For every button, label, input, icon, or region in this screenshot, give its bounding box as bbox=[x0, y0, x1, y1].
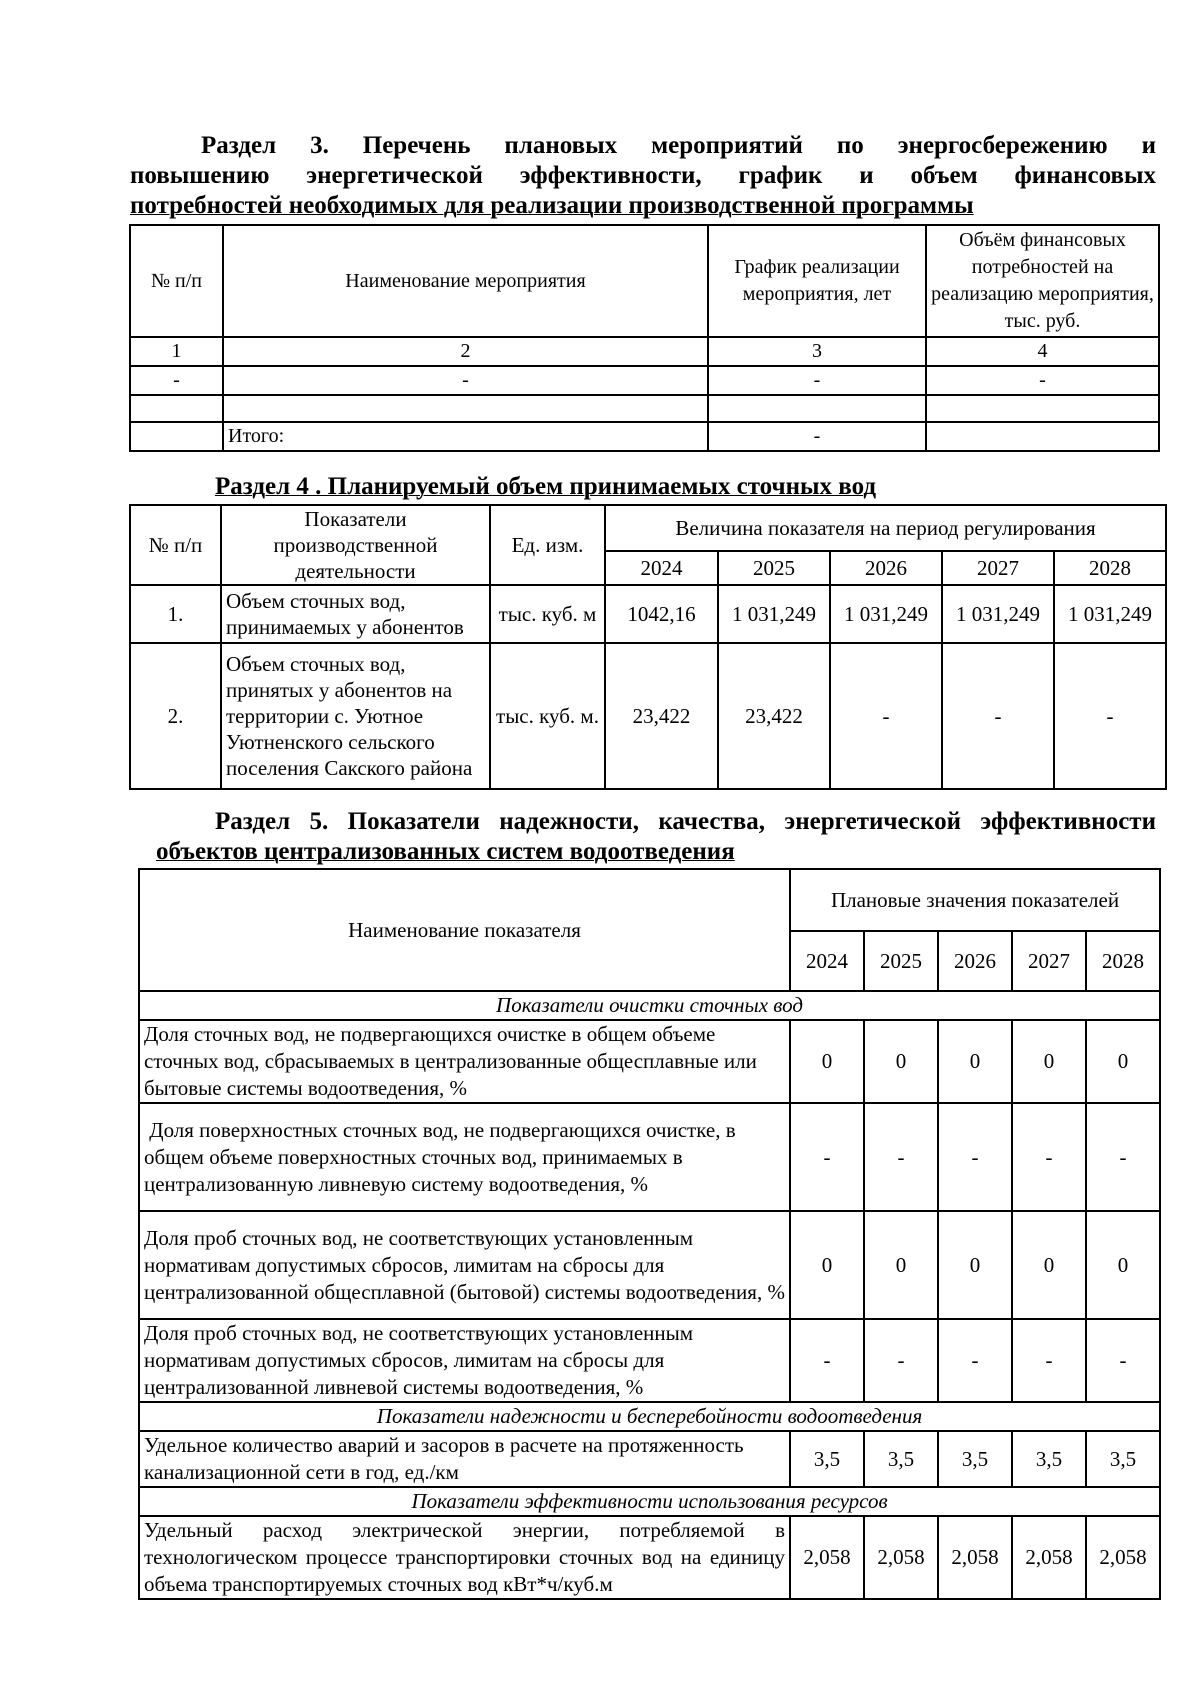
table-row bbox=[130, 395, 1159, 422]
value-cell: - bbox=[1086, 1319, 1160, 1402]
section4-table bbox=[129, 504, 1167, 790]
indicator-name: Доля проб сточных вод, не соответствующих установленным нормативам допустимых сбросов, лимитам на сбросы для централизованной ливневой системы водоотведения, % bbox=[139, 1319, 790, 1402]
value-cell: 1 031,249 bbox=[718, 585, 830, 643]
section3-colnum: 1 bbox=[130, 337, 223, 366]
value-cell: 3,5 bbox=[1012, 1431, 1086, 1487]
year-header: 2026 bbox=[830, 551, 942, 585]
year-header: 2024 bbox=[605, 551, 718, 585]
section5-table bbox=[138, 868, 1161, 1600]
section4-title: Раздел 4 . Планируемый объем принимаемых сточных вод bbox=[215, 473, 877, 500]
year-header: 2027 bbox=[1012, 931, 1086, 991]
value-cell: - bbox=[1012, 1103, 1086, 1211]
value-cell: 3,5 bbox=[790, 1431, 864, 1487]
year-header: 2024 bbox=[790, 931, 864, 991]
value-cell: 3,5 bbox=[1086, 1431, 1160, 1487]
value-cell: - bbox=[864, 1103, 938, 1211]
table-row bbox=[139, 1211, 1160, 1319]
group-title: Показатели очистки сточных вод bbox=[139, 991, 1160, 1020]
value-cell: - bbox=[864, 1319, 938, 1402]
value-cell: 0 bbox=[864, 1020, 938, 1103]
section3-total-finance bbox=[926, 422, 1159, 451]
section3-title-line1: Раздел 3. Перечень плановых мероприятий по энергосбережению и bbox=[201, 132, 1156, 159]
section5-title-line1: Раздел 5. Показатели надежности, качества, энергетической эффективности bbox=[215, 808, 1156, 835]
year-header: 2025 bbox=[718, 551, 830, 585]
section4-header-period: Величина показателя на период регулирования bbox=[605, 505, 1166, 551]
value-cell: 2,058 bbox=[1086, 1516, 1160, 1599]
section3-header-num: № п/п bbox=[130, 225, 223, 337]
section5-title bbox=[146, 807, 1156, 867]
value-cell: 2,058 bbox=[864, 1516, 938, 1599]
indicator-name: Удельный расход электрической энергии, потребляемой в технологическом процессе транспортировки сточных вод на единицу объема транспортируемых сточных вод кВт*ч/куб.м bbox=[139, 1516, 790, 1599]
value-cell: - bbox=[1054, 643, 1166, 789]
section3-total-schedule: - bbox=[708, 422, 926, 451]
value-cell: 2,058 bbox=[1012, 1516, 1086, 1599]
table-row bbox=[139, 1431, 1160, 1487]
value-cell: 3,5 bbox=[938, 1431, 1012, 1487]
value-cell: 1 031,249 bbox=[830, 585, 942, 643]
table-cell: - bbox=[926, 366, 1159, 395]
indicator-name: Доля проб сточных вод, не соответствующих установленным нормативам допустимых сбросов, лимитам на сбросы для централизованной общесплавной (бытовой) системы водоотведения, % bbox=[139, 1211, 790, 1319]
section4-header-row bbox=[130, 505, 1166, 551]
indicator-name: Объем сточных вод, принятых у абонентов на территории с. Уютное Уютненского сельского поселения Сакского района bbox=[221, 643, 490, 789]
section5-title-line2: объектов централизованных систем водоотведения bbox=[156, 838, 735, 865]
value-cell: 1 031,249 bbox=[942, 585, 1054, 643]
value-cell: - bbox=[1012, 1319, 1086, 1402]
value-cell: 1 031,249 bbox=[1054, 585, 1166, 643]
section3-total-row bbox=[130, 422, 1159, 451]
value-cell: 0 bbox=[1086, 1211, 1160, 1319]
section3-title bbox=[130, 131, 1156, 221]
section3-header-finance: Объём финансовых потребностей на реализацию мероприятия, тыс. руб. bbox=[926, 225, 1159, 337]
table-cell bbox=[223, 395, 708, 422]
section3-total-label: Итого: bbox=[223, 422, 708, 451]
section4-header-indicator: Показатели производственной деятельности bbox=[221, 505, 490, 585]
table-cell bbox=[708, 395, 926, 422]
table-row bbox=[139, 1020, 1160, 1103]
value-cell: 2,058 bbox=[938, 1516, 1012, 1599]
table-row bbox=[139, 1103, 1160, 1211]
value-cell: 0 bbox=[938, 1211, 1012, 1319]
value-cell: - bbox=[1086, 1103, 1160, 1211]
section5-header-indicator: Наименование показателя bbox=[139, 869, 790, 991]
section5-group-row bbox=[139, 1487, 1160, 1516]
section4-header-num: № п/п bbox=[130, 505, 221, 585]
value-cell: 3,5 bbox=[864, 1431, 938, 1487]
section5-header-row bbox=[139, 869, 1160, 931]
indicator-name: Доля сточных вод, не подвергающихся очистке в общем объеме сточных вод, сбрасываемых в централизованные общесплавные или бытовые системы водоотведения, % bbox=[139, 1020, 790, 1103]
table-cell: - bbox=[708, 366, 926, 395]
value-cell: - bbox=[938, 1319, 1012, 1402]
unit-cell: тыс. куб. м. bbox=[490, 643, 605, 789]
section3-title-line3: потребностей необходимых для реализации производственной программы bbox=[130, 192, 974, 219]
section3-colnum: 2 bbox=[223, 337, 708, 366]
section3-header-schedule: График реализации мероприятия, лет bbox=[708, 225, 926, 337]
section3-title-line2: повышению энергетической эффективности, график и объем финансовых bbox=[130, 162, 1156, 189]
section5-header-planned: Плановые значения показателей bbox=[790, 869, 1160, 931]
value-cell: - bbox=[790, 1103, 864, 1211]
section3-colnum: 3 bbox=[708, 337, 926, 366]
year-header: 2025 bbox=[864, 931, 938, 991]
value-cell: 0 bbox=[1012, 1020, 1086, 1103]
value-cell: 23,422 bbox=[605, 643, 718, 789]
section4-header-unit: Ед. изм. bbox=[490, 505, 605, 585]
year-header: 2026 bbox=[938, 931, 1012, 991]
value-cell: - bbox=[790, 1319, 864, 1402]
section5-group-row bbox=[139, 991, 1160, 1020]
table-cell: - bbox=[223, 366, 708, 395]
value-cell: 0 bbox=[1012, 1211, 1086, 1319]
table-cell bbox=[926, 395, 1159, 422]
table-row bbox=[130, 585, 1166, 643]
section3-colnum-row bbox=[130, 337, 1159, 366]
value-cell: 0 bbox=[790, 1211, 864, 1319]
section3-header-name: Наименование мероприятия bbox=[223, 225, 708, 337]
value-cell: - bbox=[942, 643, 1054, 789]
value-cell: 2,058 bbox=[790, 1516, 864, 1599]
table-cell: - bbox=[130, 366, 223, 395]
value-cell: 0 bbox=[1086, 1020, 1160, 1103]
value-cell: 0 bbox=[864, 1211, 938, 1319]
indicator-name: Объем сточных вод, принимаемых у абонентов bbox=[221, 585, 490, 643]
table-cell bbox=[130, 395, 223, 422]
table-row bbox=[130, 643, 1166, 789]
year-header: 2027 bbox=[942, 551, 1054, 585]
value-cell: 1042,16 bbox=[605, 585, 718, 643]
group-title: Показатели надежности и бесперебойности водоотведения bbox=[139, 1402, 1160, 1431]
table-row bbox=[130, 366, 1159, 395]
table-row bbox=[139, 1516, 1160, 1599]
section3-colnum: 4 bbox=[926, 337, 1159, 366]
indicator-name: Доля поверхностных сточных вод, не подвергающихся очистке, в общем объеме поверхностных сточных вод, принимаемых в централизованную ливневую систему водоотведения, % bbox=[139, 1103, 790, 1211]
section3-table bbox=[129, 224, 1160, 452]
table-cell bbox=[130, 422, 223, 451]
year-header: 2028 bbox=[1086, 931, 1160, 991]
indicator-name: Удельное количество аварий и засоров в расчете на протяженность канализационной сети в год, ед./км bbox=[139, 1431, 790, 1487]
section3-header-row bbox=[130, 225, 1159, 337]
value-cell: 0 bbox=[790, 1020, 864, 1103]
row-number: 2. bbox=[130, 643, 221, 789]
value-cell: 0 bbox=[938, 1020, 1012, 1103]
table-row bbox=[139, 1319, 1160, 1402]
group-title: Показатели эффективности использования ресурсов bbox=[139, 1487, 1160, 1516]
section5-group-row bbox=[139, 1402, 1160, 1431]
year-header: 2028 bbox=[1054, 551, 1166, 585]
value-cell: 23,422 bbox=[718, 643, 830, 789]
unit-cell: тыс. куб. м bbox=[490, 585, 605, 643]
value-cell: - bbox=[938, 1103, 1012, 1211]
value-cell: - bbox=[830, 643, 942, 789]
row-number: 1. bbox=[130, 585, 221, 643]
